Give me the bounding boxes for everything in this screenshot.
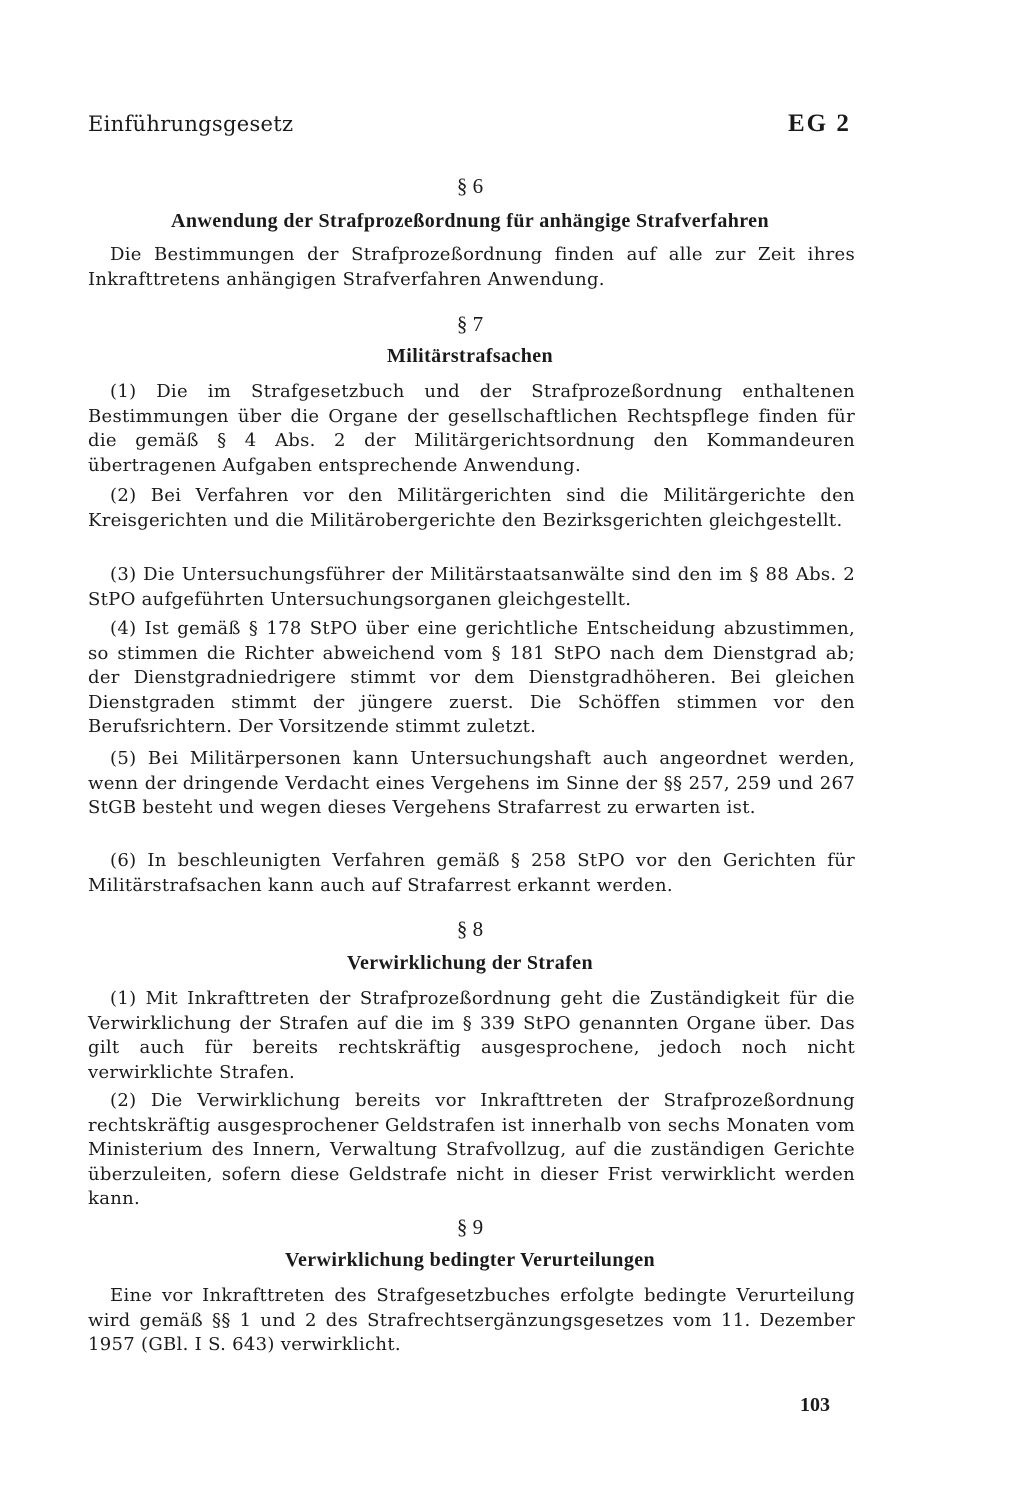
running-header-title: Einführungsgesetz <box>88 112 294 136</box>
section-8-number: § 8 <box>456 917 484 941</box>
section-6-number: § 6 <box>456 174 484 198</box>
section-8-paragraph-1: (1) Mit Inkrafttreten der Strafprozeßordnung geht die Zuständigkeit für die Verwirklichung der Strafen auf die im § 339 StPO genannten Organe über. Das gilt auch für bereits rechtskräftig ausgesprochene, jedoch noch nicht verwirklichte Strafen. <box>88 988 855 1083</box>
section-7-title: Militärstrafsachen <box>386 345 554 367</box>
section-7-paragraph-5: (5) Bei Militärpersonen kann Untersuchungshaft auch angeordnet werden, wenn der dringende Verdacht eines Vergehens im Sinne der §§ 257, 259 und 267 StGB besteht und wegen dieses Vergehens Strafarrest zu erwarten ist. <box>88 748 855 818</box>
section-9-title: Verwirklichung bedingter Verurteilungen <box>284 1249 656 1271</box>
section-8-title: Verwirklichung der Strafen <box>347 952 593 974</box>
section-6-paragraph-1: Die Bestimmungen der Strafprozeßordnung finden auf alle zur Zeit ihres Inkrafttretens anhängigen Strafverfahren Anwendung. <box>88 244 855 290</box>
running-header-code: EG 2 <box>788 110 851 137</box>
section-7-paragraph-2: (2) Bei Verfahren vor den Militärgerichten sind die Militärgerichte den Kreisgerichten und die Militärobergerichte den Bezirksgerichten gleichgestellt. <box>88 485 855 531</box>
section-7-paragraph-3: (3) Die Untersuchungsführer der Militärstaatsanwälte sind den im § 88 Abs. 2 StPO aufgeführten Untersuchungsorganen gleichgestellt. <box>88 564 855 610</box>
section-9-number: § 9 <box>456 1215 484 1239</box>
section-7-paragraph-6: (6) In beschleunigten Verfahren gemäß § 258 StPO vor den Gerichten für Militärstrafsachen kann auch auf Strafarrest erkannt werden. <box>88 850 855 896</box>
section-9-paragraph-1: Eine vor Inkrafttreten des Strafgesetzbuches erfolgte bedingte Verurteilung wird gemäß §§ 1 und 2 des Strafrechtsergänzungsgesetzes vom 11. Dezember 1957 (GBl. I S. 643) verwirklicht. <box>88 1285 855 1355</box>
page-number: 103 <box>800 1394 830 1416</box>
section-7-paragraph-4: (4) Ist gemäß § 178 StPO über eine gerichtliche Entscheidung abzustimmen, so stimmen die Richter abweichend vom § 181 StPO nach dem Dienstgrad ab; der Dienstgradniedrigere stimmt vor dem Dienstgradhöheren. Bei gleichen Dienstgraden stimmt der jüngere zuerst. Die Schöffen stimmen vor den Berufsrichtern. Der Vorsitzende stimmt zuletzt. <box>88 618 855 737</box>
section-7-number: § 7 <box>456 312 484 336</box>
section-7-paragraph-1: (1) Die im Strafgesetzbuch und der Strafprozeßordnung enthaltenen Bestimmungen über die Organe der gesellschaftlichen Rechtspflege finden für die gemäß § 4 Abs. 2 der Militärgerichtsordnung den Kommandeuren übertragenen Aufgaben entsprechende Anwendung. <box>88 381 855 476</box>
section-8-paragraph-2: (2) Die Verwirklichung bereits vor Inkrafttreten der Strafprozeßordnung rechtskräftig ausgesprochener Geldstrafen ist innerhalb von sechs Monaten vom Ministerium des Innern, Verwaltung Strafvollzug, auf die zuständigen Gerichte überzuleiten, sofern diese Geldstrafe nicht in dieser Frist verwirklicht werden kann. <box>88 1090 855 1209</box>
section-6-title: Anwendung der Strafprozeßordnung für anhängige Strafverfahren <box>171 210 769 232</box>
